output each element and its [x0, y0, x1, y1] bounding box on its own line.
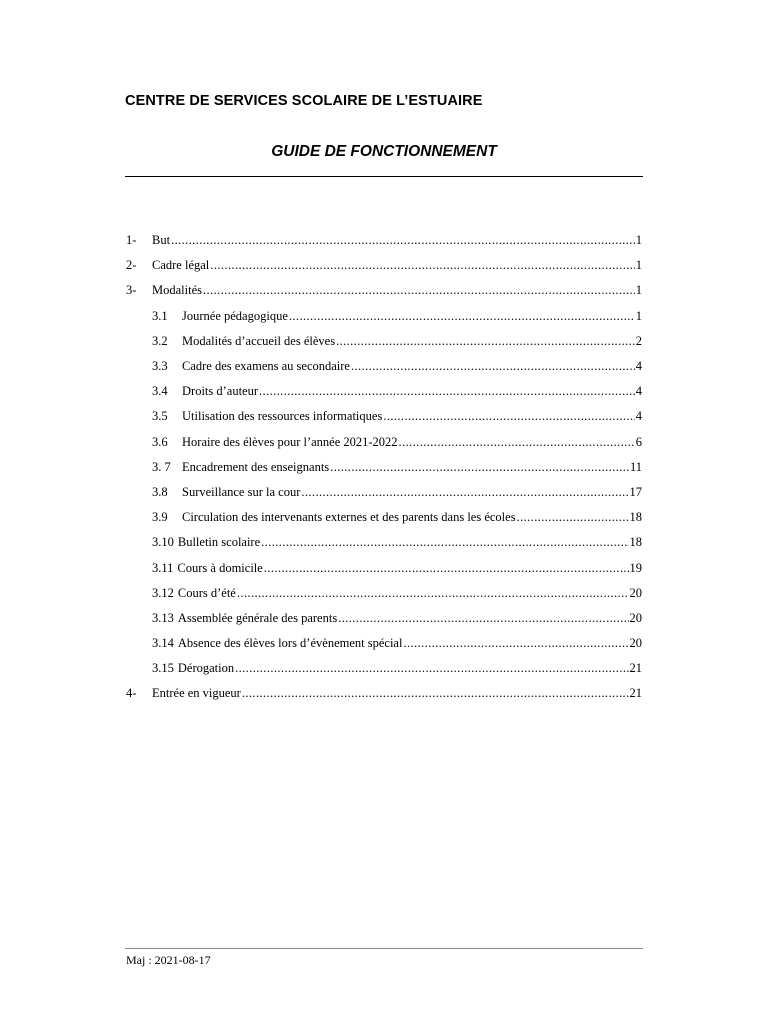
toc-entry[interactable]: [126, 555, 642, 580]
toc-entry-title: Journée pédagogique: [182, 308, 288, 323]
toc-entry-page: 20: [629, 585, 642, 600]
toc-entry-title: Cours d’été: [177, 585, 236, 600]
toc-dot-leader: [242, 686, 629, 701]
toc-entry-page: 19: [629, 560, 642, 575]
toc-entry-title: Bulletin scolaire: [177, 535, 261, 550]
toc-dot-leader: [203, 283, 635, 298]
footer-divider: [125, 948, 643, 949]
toc-entry-page: 1: [635, 283, 642, 298]
toc-entry[interactable]: [126, 379, 642, 404]
toc-entry-number: 3.2: [152, 333, 168, 348]
toc-entry-number: 1-: [126, 233, 137, 248]
toc-entry-page: 6: [635, 434, 642, 449]
toc-entry[interactable]: [126, 404, 642, 429]
toc-entry-page: 1: [635, 233, 642, 248]
toc-entry-number: 3.6: [152, 434, 168, 449]
toc-entry[interactable]: [126, 581, 642, 606]
toc-dot-leader: [301, 485, 628, 500]
toc-dot-leader: [338, 611, 628, 626]
toc-entry[interactable]: [126, 354, 642, 379]
toc-entry-number: 3.15: [152, 661, 174, 676]
organization-heading: CENTRE DE SERVICES SCOLAIRE DE L’ESTUAIRE: [125, 93, 483, 109]
toc-entry-number: 3.12: [152, 585, 174, 600]
toc-entry[interactable]: [126, 631, 642, 656]
toc-entry-number: 3.9: [152, 510, 168, 525]
toc-entry-title: Surveillance sur la cour: [182, 484, 301, 499]
toc-entry-number: 3.11: [152, 560, 174, 575]
toc-entry[interactable]: [126, 253, 642, 278]
toc-dot-leader: [403, 636, 628, 651]
toc-dot-leader: [210, 258, 634, 273]
toc-entry-page: 20: [629, 610, 642, 625]
toc-entry-page: 21: [629, 686, 642, 701]
toc-entry-number: 3.4: [152, 384, 168, 399]
toc-entry-page: 21: [629, 661, 642, 676]
toc-entry[interactable]: [126, 505, 642, 530]
toc-entry-number: 2-: [126, 258, 137, 273]
toc-entry-number: 3. 7: [152, 459, 171, 474]
toc-entry[interactable]: [126, 606, 642, 631]
toc-entry[interactable]: [126, 228, 642, 253]
toc-entry-page: 18: [629, 535, 642, 550]
toc-entry-number: 3.5: [152, 409, 168, 424]
toc-entry[interactable]: [126, 304, 642, 329]
toc-entry-title: Circulation des intervenants externes et des parents dans les écoles: [182, 510, 516, 525]
title-divider: [125, 176, 643, 177]
toc-entry[interactable]: [126, 530, 642, 555]
toc-entry-title: Dérogation: [177, 661, 235, 676]
toc-entry-title: Horaire des élèves pour l’année 2021-2022: [182, 434, 398, 449]
toc-entry-title: Utilisation des ressources informatiques: [182, 409, 383, 424]
toc-entry-title: Assemblée générale des parents: [177, 610, 338, 625]
toc-entry-number: 3-: [126, 283, 137, 298]
toc-dot-leader: [330, 460, 629, 475]
toc-entry-page: 1: [635, 308, 642, 323]
toc-entry-page: 18: [629, 510, 642, 525]
toc-entry[interactable]: [126, 278, 642, 303]
toc-entry-number: 3.13: [152, 610, 174, 625]
toc-dot-leader: [351, 359, 635, 374]
toc-entry[interactable]: [126, 480, 642, 505]
toc-dot-leader: [261, 535, 628, 550]
toc-dot-leader: [289, 309, 635, 324]
toc-entry-number: 3.10: [152, 535, 174, 550]
toc-dot-leader: [336, 334, 635, 349]
toc-entry[interactable]: [126, 430, 642, 455]
toc-entry-title: Encadrement des enseignants: [182, 459, 330, 474]
toc-entry-title: But: [152, 233, 171, 248]
toc-dot-leader: [264, 561, 629, 576]
toc-entry-page: 20: [629, 636, 642, 651]
toc-entry-number: 3.1: [152, 308, 168, 323]
table-of-contents: [126, 228, 642, 707]
toc-entry-title: Entrée en vigueur: [152, 686, 241, 701]
toc-dot-leader: [237, 586, 629, 601]
toc-dot-leader: [259, 384, 635, 399]
toc-entry-title: Cadre des examens au secondaire: [182, 359, 350, 374]
toc-dot-leader: [399, 435, 635, 450]
toc-entry-title: Absence des élèves lors d’évènement spécial: [177, 636, 403, 651]
toc-entry[interactable]: [126, 656, 642, 681]
toc-entry-page: 2: [635, 333, 642, 348]
toc-entry-number: 4-: [126, 686, 137, 701]
toc-entry-page: 4: [635, 384, 642, 399]
toc-entry-title: Droits d’auteur: [182, 384, 259, 399]
toc-entry-page: 17: [629, 484, 642, 499]
toc-entry-number: 3.8: [152, 484, 168, 499]
toc-entry-page: 4: [635, 409, 642, 424]
document-title: GUIDE DE FONCTIONNEMENT: [271, 143, 497, 160]
toc-dot-leader: [235, 661, 628, 676]
toc-entry-page: 4: [635, 359, 642, 374]
toc-entry-title: Cadre légal: [152, 258, 210, 273]
toc-dot-leader: [383, 409, 634, 424]
toc-entry-title: Modalités d’accueil des élèves: [182, 333, 336, 348]
toc-entry-title: Cours à domicile: [177, 560, 263, 575]
toc-dot-leader: [171, 233, 635, 248]
toc-entry-number: 3.3: [152, 359, 168, 374]
toc-entry-page: 1: [635, 258, 642, 273]
toc-dot-leader: [517, 510, 629, 525]
toc-entry-title: Modalités: [152, 283, 202, 298]
toc-entry-page: 11: [629, 459, 642, 474]
toc-entry-number: 3.14: [152, 636, 174, 651]
toc-entry[interactable]: [126, 329, 642, 354]
toc-entry[interactable]: [126, 681, 642, 706]
footer-update-date: Maj : 2021-08-17: [126, 953, 211, 967]
toc-entry[interactable]: [126, 455, 642, 480]
